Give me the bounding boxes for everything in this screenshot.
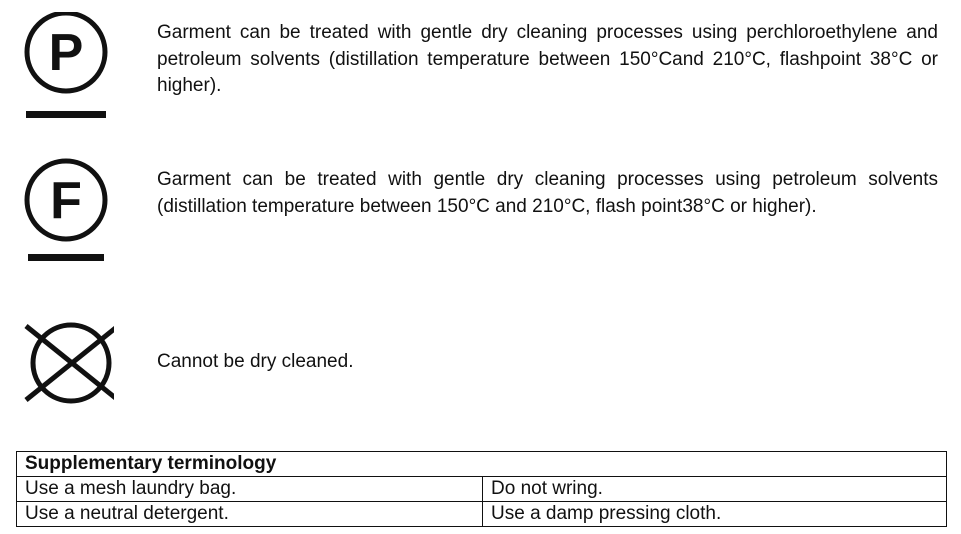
table-cell: Use a neutral detergent.: [17, 502, 483, 527]
table-row: [17, 502, 947, 527]
table-cell: Use a damp pressing cloth.: [483, 502, 947, 527]
table-row: [17, 477, 947, 502]
terminology-header: Supplementary terminology: [17, 452, 947, 477]
dry-clean-f-description: Garment can be treated with gentle dry cleaning processes using petroleum solvents (distillation temperature between 150°C and 210°C, flash point38°C or higher).: [157, 169, 938, 217]
terminology-table: [16, 451, 947, 527]
do-not-dry-clean-icon: [18, 318, 114, 426]
dry-clean-f-icon: [18, 158, 114, 266]
table-cell: Use a mesh laundry bag.: [17, 477, 483, 502]
table-cell: Do not wring.: [483, 477, 947, 502]
terminology-header-row: [17, 452, 947, 477]
dry-clean-p-letter: P: [48, 24, 84, 82]
dry-clean-p-description: Garment can be treated with gentle dry cleaning processes using perchloroethylene and petroleum solvents (distillation temperature between 150°Cand 210°C, flashpoint 38°C or higher).: [157, 22, 938, 96]
do-not-dry-clean-description: Cannot be dry cleaned.: [157, 351, 354, 372]
dry-clean-p-icon: [18, 12, 114, 120]
dry-clean-f-letter: F: [50, 172, 82, 230]
